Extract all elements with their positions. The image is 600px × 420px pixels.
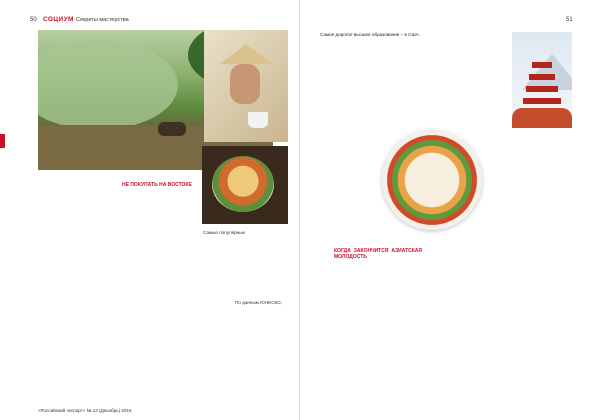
- left-page-number: 50: [30, 17, 37, 23]
- food-plate-photo: [382, 130, 482, 230]
- subhead-asian-youth: КОГДА ЗАКОНЧИТСЯ АЗИАТСКАЯ МОЛОДОСТЬ: [334, 248, 422, 261]
- right-column-1: [334, 244, 422, 264]
- left-note: Самые популярные: [203, 230, 246, 235]
- ox-shape: [158, 122, 186, 136]
- right-page-number: 51: [566, 17, 573, 23]
- brand-title: СОЦИУМ: [43, 16, 74, 23]
- unesco-note: По данным ЮНЕСКО,: [235, 300, 282, 305]
- red-marker: [0, 134, 5, 148]
- footer-text: «Российский экспорт» № 12 (Декабрь) 2016: [38, 408, 132, 413]
- left-column-2: [122, 178, 198, 191]
- noodle-bowl-photo: [202, 146, 288, 224]
- section-title: Секреты мастерства: [76, 17, 129, 23]
- pagoda-photo: [512, 32, 572, 128]
- right-intro: Самое дорогое высшее образование – в США.: [320, 32, 421, 37]
- subhead-east: НЕ ПОКУПАТЬ НА ВОСТОКЕ: [122, 182, 192, 188]
- tea-pour-photo: [204, 30, 288, 142]
